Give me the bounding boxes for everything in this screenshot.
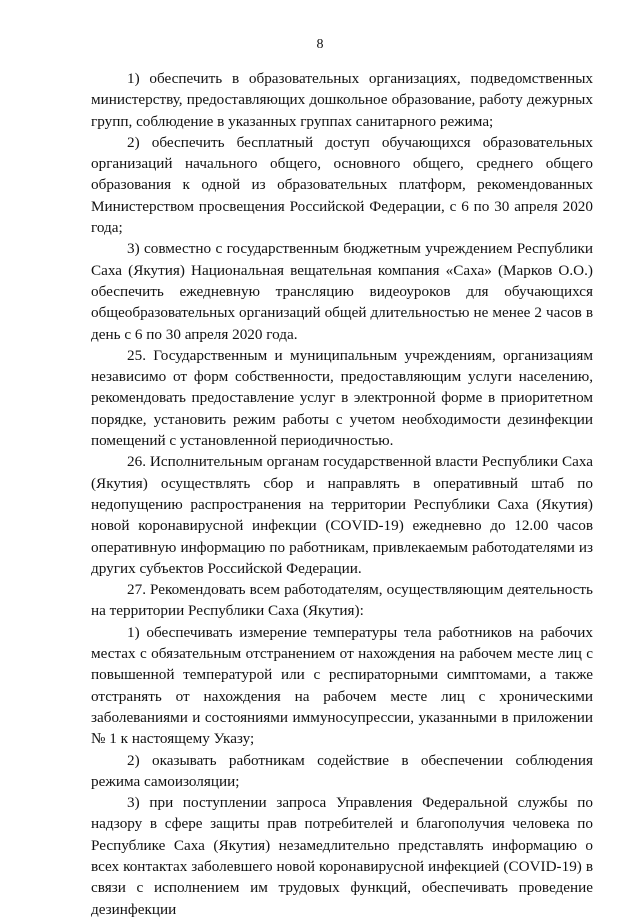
paragraph-27-item-2: 2) оказывать работникам содействие в обеспечении соблюдения режима самоизоляции; — [91, 751, 593, 790]
page-number: 8 — [316, 37, 324, 52]
paragraph-26: 26. Исполнительным органам государственной власти Республики Саха (Якутия) осуществлять сбор и направлять в оперативный штаб по недопущению распространения на территории Республики Саха (Якутия) новой коронавирусной инфекции (COVID-19) ежедневно до 12.00 часов оперативную информацию по работникам, привлекаемым работодателями из других субъектов Российской Федерации. — [91, 453, 593, 577]
paragraph-item-3: 3) совместно с государственным бюджетным учреждением Республики Саха (Якутия) Национальная вещательная компания «Саха» (Марков О.О.) обеспечить ежедневную трансляцию видеоуроков для обучающихся общеобразовательных организаций общей длительностью не менее 2 часов в день с 6 по 30 апреля 2020 года. — [91, 240, 593, 343]
paragraph-item-1: 1) обеспечить в образовательных организациях, подведомственных министерству, предоставляющих дошкольное образование, работу дежурных групп, соблюдение в указанных группах санитарного режима; — [91, 70, 593, 130]
paragraph-27-item-3: 3) при поступлении запроса Управления Федеральной службы по надзору в сфере защиты прав потребителей и благополучия человека по Республике Саха (Якутия) незамедлительно представлять информацию о всех контактах заболевшего новой коронавирусной инфекцией (COVID-19) в связи с исполнением им трудовых функций, обеспечивать проведение дезинфекции — [91, 794, 593, 918]
paragraph-27-item-1: 1) обеспечивать измерение температуры тела работников на рабочих местах с обязательным отстранением от нахождения на рабочем месте лиц с повышенной температурой или с респираторными симптомами, а также отстранять от нахождения на рабочем месте лиц с хроническими заболеваниями и состояниями иммуносупрессии, указанными в приложении № 1 к настоящему Указу; — [91, 623, 593, 748]
paragraph-27: 27. Рекомендовать всем работодателям, осуществляющим деятельность на территории Республики Саха (Якутия): — [91, 581, 593, 620]
document-body — [91, 68, 593, 920]
paragraph-item-2: 2) обеспечить бесплатный доступ обучающихся образовательных организаций начального общего, основного общего, среднего общего образования к одной из образовательных платформ, рекомендованных Министерством просвещения Российской Федерации, с 6 по 30 апреля 2020 года; — [91, 133, 593, 237]
paragraph-25: 25. Государственным и муниципальным учреждениям, организациям независимо от форм собственности, предоставляющим услуги населению, рекомендовать предоставление услуг в электронной форме в приоритетном порядке, установить режим работы с учетом необходимости дезинфекции помещений с установленной периодичностью. — [91, 346, 593, 450]
